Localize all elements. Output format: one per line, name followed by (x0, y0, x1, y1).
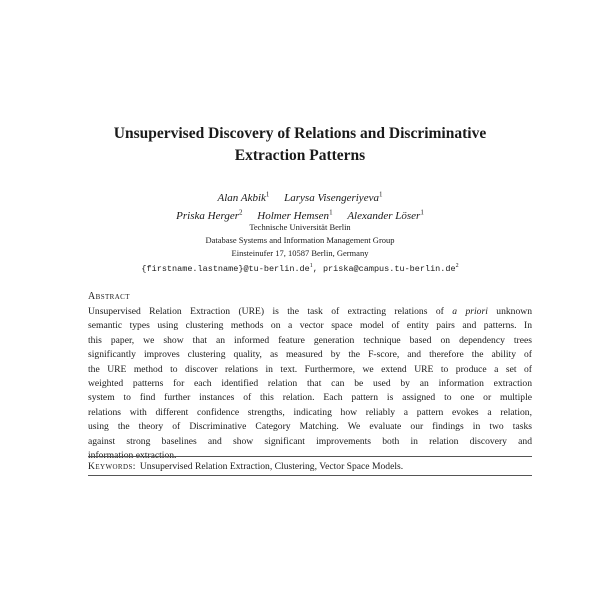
abstract-line: against strong baselines and show significant improvements both in relation discovery and (88, 435, 532, 447)
abstract-line-1-text: Unsupervised Relation Extraction (URE) is the task of extracting relations of (88, 306, 453, 317)
abstract-line: significantly improves clustering quality, as measured by the F-score, and therefore the ability of (88, 349, 532, 361)
abstract-line: this paper, we show that an informed feature generation technique based on dependency trees (88, 334, 532, 346)
abstract-line: the URE method to discover relations in text. Furthermore, we extend URE to produce a set of (88, 363, 532, 375)
paper-title-line-2: Extraction Patterns (234, 147, 366, 164)
keywords-heading: Keywords: (88, 461, 136, 472)
author-name: Priska Herger (176, 209, 240, 222)
email-1: {firstname.lastname}@tu-berlin.de (141, 263, 310, 274)
affiliation-group: Database Systems and Information Management Group (205, 235, 395, 245)
affiliation-university: Technische Universität Berlin (249, 222, 351, 232)
author-emails (60, 260, 540, 275)
author-affil-mark: 2 (239, 208, 243, 216)
author-affil-mark: 1 (329, 208, 333, 216)
abstract-body (88, 305, 532, 463)
author-name: Alexander Löser (347, 209, 421, 222)
abstract-line-1-tail: unknown (487, 306, 532, 317)
keywords-bottom-rule (88, 475, 532, 476)
author (218, 192, 270, 204)
abstract-line: system to find further instances of this relation. Each pattern is assigned to one or multiple (88, 392, 532, 404)
author-row-1 (60, 186, 540, 206)
abstract-line: semantic types using clustering methods on a vector space model of entity pairs and patterns. In (88, 320, 532, 332)
author (347, 210, 424, 222)
author-affil-mark: 1 (420, 208, 424, 216)
author (176, 210, 242, 222)
affiliation-address: Einsteinufer 17, 10587 Berlin, Germany (231, 248, 369, 258)
author-affil-mark: 1 (265, 190, 270, 198)
abstract-italic-term: a priori (452, 306, 488, 317)
email-2: priska@campus.tu-berlin.de (322, 263, 456, 274)
keywords-line (88, 460, 532, 474)
abstract-line (88, 305, 532, 319)
abstract-line: relations with different confidence strengths, indicating how reliably a pattern evokes a relation, (88, 406, 532, 418)
author-name: Alan Akbik (217, 191, 266, 204)
author-affil-mark: 1 (378, 190, 383, 198)
paper-title-line-1: Unsupervised Discovery of Relations and Discriminative (113, 125, 487, 142)
keywords-top-rule (88, 456, 532, 457)
keywords-text: Unsupervised Relation Extraction, Clustering, Vector Space Models. (139, 461, 404, 472)
author-name: Larysa Visengeriyeva (284, 191, 379, 204)
email-separator: , (312, 263, 323, 274)
author (257, 210, 332, 222)
abstract-heading: Abstract (88, 291, 130, 302)
email-1-mark: 1 (309, 263, 313, 269)
email-2-mark: 2 (455, 263, 459, 269)
abstract-line: weighted patterns for each identified relation that can be used by an information extraction (88, 378, 532, 390)
abstract-line: using the theory of Discriminative Category Matching. We evaluate our findings in two tasks (88, 421, 532, 433)
author-name: Holmer Hemsen (257, 209, 330, 222)
author (284, 192, 382, 204)
